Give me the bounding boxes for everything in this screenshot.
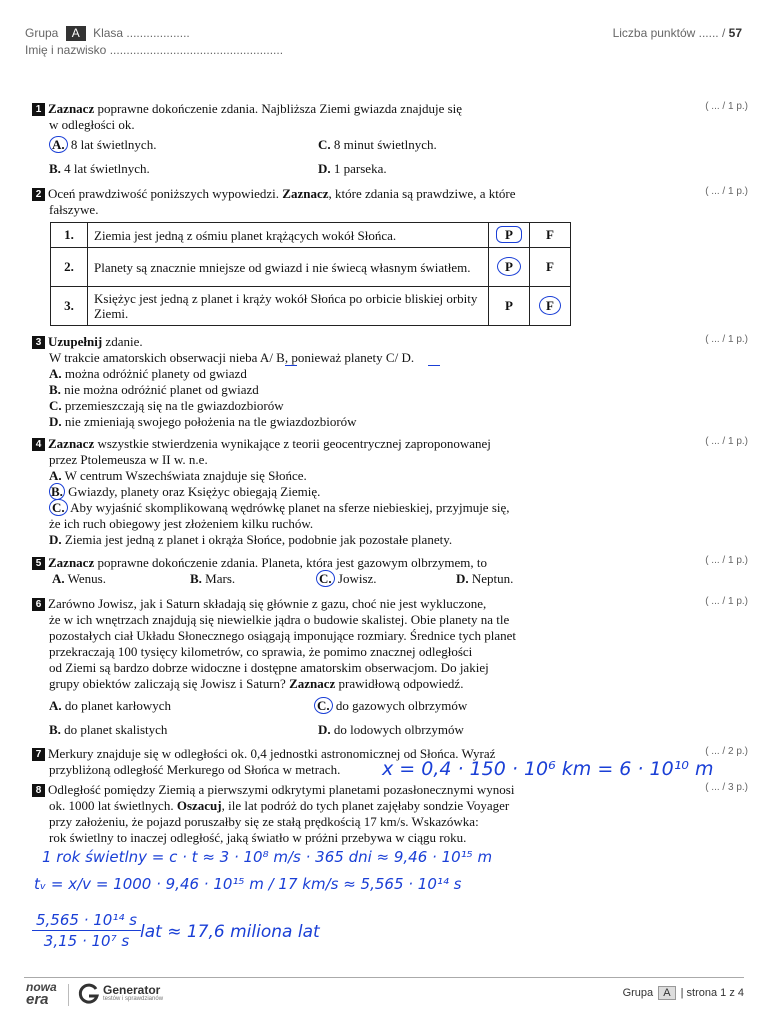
option-letter: A.	[49, 468, 62, 483]
option-text: 4 lat świetlnych.	[60, 161, 150, 176]
option-letter: D.	[456, 571, 469, 586]
question-number: 3	[32, 336, 45, 349]
points-q7: ( ... / 2 p.)	[705, 746, 748, 757]
q3-option-b[interactable]	[32, 382, 414, 398]
instruction-verb: Zaznacz	[48, 101, 95, 116]
name-label: Imię i nazwisko ....................................................	[25, 43, 284, 57]
question-number: 4	[32, 438, 45, 451]
question-text-last	[32, 676, 516, 692]
statement-text: Ziemia jest jedną z ośmiu planet krążących wokół Słońca.	[88, 223, 489, 248]
group-badge: A	[66, 26, 86, 41]
question-number: 6	[32, 598, 45, 611]
generator-title: Generator	[103, 983, 161, 997]
question-number: 8	[32, 784, 45, 797]
question-2	[32, 186, 516, 218]
class-label: Klasa ...................	[93, 26, 190, 40]
handwritten-answer: lat ≈ 17,6 miliona lat	[140, 922, 320, 942]
underline-mark	[428, 365, 440, 366]
q4-option-c[interactable]	[32, 500, 510, 516]
option-letter: D.	[49, 532, 62, 547]
logo-text: nowa	[26, 980, 57, 994]
question-number: 5	[32, 557, 45, 570]
question-text: przekraczają 100 tysięcy kilometrów, co sprawia, że pomimo znacznej odległości	[49, 644, 473, 659]
option-text: 1 parseka.	[330, 161, 387, 176]
generator-subtitle: testów i sprawdzianów	[103, 996, 164, 1002]
points-total: 57	[728, 26, 742, 40]
question-number: 1	[32, 103, 45, 116]
option-letter: A.	[49, 136, 68, 153]
option-text: 8 lat świetlnych.	[67, 137, 157, 152]
points-q1: ( ... / 1 p.)	[705, 101, 748, 112]
option-letter: B.	[49, 722, 61, 737]
option-text: do planet skalistych	[60, 722, 168, 737]
question-text: Odległość pomiędzy Ziemią a pierwszymi odkrytymi planetami pozasłonecznymi wynosi	[48, 782, 515, 797]
question-text-2: w odległości ok.	[49, 117, 135, 132]
handwritten-answer: x = 0,4 · 150 · 10⁶ km = 6 · 10¹⁰ m	[382, 758, 714, 780]
option-letter: D.	[318, 722, 331, 737]
option-text: Wenus.	[64, 571, 106, 586]
true-cell[interactable]	[489, 223, 530, 248]
option-text: przemieszczają się na tle gwiazdozbiorów	[61, 398, 284, 413]
false-mark: F	[539, 296, 561, 315]
q4-option-b[interactable]	[32, 484, 510, 500]
logo-text: era	[26, 991, 49, 1008]
points-header	[613, 26, 742, 40]
option-letter: A.	[49, 366, 62, 381]
option-letter: A.	[49, 698, 62, 713]
instruction-verb: Zaznacz	[48, 436, 95, 451]
row-number: 2.	[51, 248, 88, 287]
points-q5: ( ... / 1 p.)	[705, 555, 748, 566]
question-text: od Ziemi są bardzo dobrze widoczne i dostępne amatorskim obserwacjom. Do jakiej	[49, 660, 489, 675]
question-text: zdanie.	[102, 334, 143, 349]
question-text: rok świetlny to inaczej odległość, jaką światło w próżni przebywa w ciągu roku.	[49, 830, 467, 845]
points-q3: ( ... / 1 p.)	[705, 334, 748, 345]
option-letter: B.	[51, 484, 63, 499]
footer-group-badge: A	[658, 986, 675, 1000]
instruction-verb: Uzupełnij	[48, 334, 103, 349]
q1-option-a[interactable]	[49, 137, 156, 153]
handwritten-answer: 1 rok świetlny = c · t ≈ 3 · 10⁸ m/s · 365 dni ≈ 9,46 · 10¹⁵ m	[42, 848, 493, 866]
q4-option-d[interactable]	[32, 532, 510, 548]
option-letter: B.	[49, 382, 61, 397]
table-row	[51, 248, 571, 287]
question-text: ok. 1000 lat świetlnych.	[49, 798, 177, 813]
question-text: Zarówno Jowisz, jak i Saturn składają się głównie z gazu, choć nie jest wykluczone,	[48, 596, 487, 611]
underline-mark	[285, 365, 297, 366]
question-text: że w ich wnętrzach znajdują się niewielkie jądra o budowie skalistej. Obie planety na tle	[49, 612, 510, 627]
question-text: grupy obiektów zaliczają się Jowisz i Saturn?	[49, 676, 290, 691]
q5-option-b[interactable]	[190, 571, 235, 587]
question-8	[32, 782, 514, 846]
instruction-verb: Zaznacz	[282, 186, 329, 201]
option-text: nie zmieniają swojego położenia na tle gwiazdozbiorów	[61, 414, 357, 429]
page-number: | strona 1 z 4	[680, 987, 744, 999]
question-text-2: fałszywe.	[49, 202, 99, 217]
question-text-2	[32, 798, 514, 814]
q3-option-d[interactable]	[32, 414, 414, 430]
handwritten-answer: tᵥ = x/v = 1000 · 9,46 · 10¹⁵ m / 17 km/s ≈ 5,565 · 10¹⁴ s	[34, 875, 462, 893]
header-group	[25, 26, 190, 41]
publisher-logo	[26, 982, 57, 1007]
points-label: Liczba punktów ...... /	[612, 26, 726, 40]
generator-g-icon	[78, 983, 100, 1005]
fill-in-sentence: W trakcie amatorskich obserwacji nieba A/ B, ponieważ planety C/ D.	[49, 350, 415, 365]
option-letter: C.	[314, 697, 333, 714]
question-text: przy założeniu, że pojazd poruszałby się ze stałą prędkością 17 km/s. Wskazówka:	[49, 814, 479, 829]
question-1	[32, 101, 462, 133]
false-cell[interactable]: F	[530, 248, 571, 287]
q3-option-a[interactable]	[32, 366, 414, 382]
true-mark: P	[497, 257, 521, 276]
option-text: Gwiazdy, planety oraz Księżyc obiegają Ziemię.	[64, 484, 321, 499]
handwritten-fraction	[36, 910, 137, 951]
question-text: wszystkie stwierdzenia wynikające z teorii geocentrycznej zaproponowanej	[94, 436, 491, 451]
question-3	[32, 334, 414, 430]
option-text: do gazowych olbrzymów	[332, 698, 468, 713]
true-cell[interactable]	[489, 248, 530, 287]
footer-page-info	[623, 986, 744, 1000]
option-text: W centrum Wszechświata znajduje się Słońce.	[61, 468, 307, 483]
option-text: można odróżnić planety od gwiazd	[61, 366, 247, 381]
option-letter: D.	[318, 161, 331, 176]
option-text-continued: że ich ruch obiegowy jest złożeniem kilku ruchów.	[49, 516, 314, 531]
q5-option-d[interactable]	[456, 571, 513, 587]
option-letter: C.	[49, 499, 68, 516]
question-text: Merkury znajduje się w odległości ok. 0,4 jednostki astronomicznej od Słońca. Wyraź	[48, 746, 496, 761]
option-text: nie można odróżnić planet od gwiazd	[60, 382, 259, 397]
true-cell[interactable]: P	[489, 287, 530, 326]
option-letter: D.	[49, 414, 62, 429]
statement-text: Planety są znacznie mniejsze od gwiazd i nie świecą własnym światłem.	[88, 248, 489, 287]
option-letter: B.	[190, 571, 202, 586]
footer-separator	[68, 984, 69, 1006]
option-text: Mars.	[201, 571, 236, 586]
question-text-2: przybliżoną odległość Merkurego od Słońca w metrach.	[49, 762, 341, 777]
q6-option-b[interactable]	[49, 722, 167, 738]
instruction-verb: Zaznacz	[289, 676, 336, 691]
option-letter: A.	[52, 571, 65, 586]
option-letter: B.	[49, 161, 61, 176]
option-text: 8 minut świetlnych.	[330, 137, 437, 152]
option-text: Neptun.	[468, 571, 514, 586]
q1-option-d[interactable]	[318, 161, 387, 177]
fraction-numerator: 5,565 · 10¹⁴ s	[36, 911, 137, 929]
option-text: do planet karłowych	[61, 698, 172, 713]
question-text: , które zdania są prawdziwe, a które	[328, 186, 516, 201]
group-label: Grupa	[25, 26, 59, 40]
question-text-2: przez Ptolemeusza w II w. n.e.	[49, 452, 208, 467]
q6-option-d[interactable]	[318, 722, 464, 738]
true-false-table	[50, 222, 571, 326]
question-text: Oceń prawdziwość poniższych wypowiedzi.	[48, 186, 283, 201]
q1-option-b[interactable]	[49, 161, 150, 177]
option-text: Jowisz.	[334, 571, 377, 586]
row-number: 1.	[51, 223, 88, 248]
question-6	[32, 596, 516, 692]
option-letter: C.	[316, 570, 335, 587]
footer-group-label: Grupa	[622, 987, 654, 999]
option-letter: C.	[318, 137, 331, 152]
row-number: 3.	[51, 287, 88, 326]
q6-option-a[interactable]	[49, 698, 171, 714]
instruction-verb: Zaznacz	[48, 555, 95, 570]
option-text: Ziemia jest jedną z planet i okrąża Słońce, podobnie jak pozostałe planety.	[61, 532, 453, 547]
question-4	[32, 436, 510, 548]
false-cell[interactable]: F	[530, 223, 571, 248]
question-5	[32, 555, 487, 571]
q1-option-c[interactable]	[318, 137, 437, 153]
footer-divider	[24, 977, 744, 978]
table-row	[51, 223, 571, 248]
q4-option-a[interactable]	[32, 468, 510, 484]
points-q8: ( ... / 3 p.)	[705, 782, 748, 793]
fraction-denominator: 3,15 · 10⁷ s	[43, 932, 130, 950]
question-number: 2	[32, 188, 45, 201]
q6-option-c[interactable]	[314, 698, 467, 714]
question-number: 7	[32, 748, 45, 761]
points-q6: ( ... / 1 p.)	[705, 596, 748, 607]
question-text: , ile lat podróż do tych planet zajęłaby sondzie Voyager	[221, 798, 510, 813]
option-text: Aby wyjaśnić skomplikowaną wędrówkę planet na sferze niebieskiej, przyjmuje się,	[67, 500, 510, 515]
true-mark: P	[496, 226, 522, 243]
false-cell[interactable]	[530, 287, 571, 326]
points-q2: ( ... / 1 p.)	[705, 186, 748, 197]
question-text: poprawne dokończenie zdania. Planeta, która jest gazowym olbrzymem, to	[94, 555, 487, 570]
instruction-verb: Oszacuj	[176, 798, 222, 813]
q5-option-c[interactable]	[316, 571, 377, 587]
statement-text: Księżyc jest jedną z planet i krąży wokół Słońca po orbicie bliskiej orbity Ziemi.	[88, 287, 489, 326]
points-q4: ( ... / 1 p.)	[705, 436, 748, 447]
table-row	[51, 287, 571, 326]
q5-option-a[interactable]	[52, 571, 106, 587]
question-text: poprawne dokończenie zdania. Najbliższa Ziemi gwiazda znajduje się	[94, 101, 463, 116]
question-text: prawidłową odpowiedź.	[335, 676, 464, 691]
option-letter: C.	[49, 398, 62, 413]
q3-option-c[interactable]	[32, 398, 414, 414]
option-text: do lodowych olbrzymów	[330, 722, 464, 737]
question-text: pozostałych ciał Układu Słonecznego osiągają imponujące rozmiary. Średnice tych planet	[49, 628, 516, 643]
